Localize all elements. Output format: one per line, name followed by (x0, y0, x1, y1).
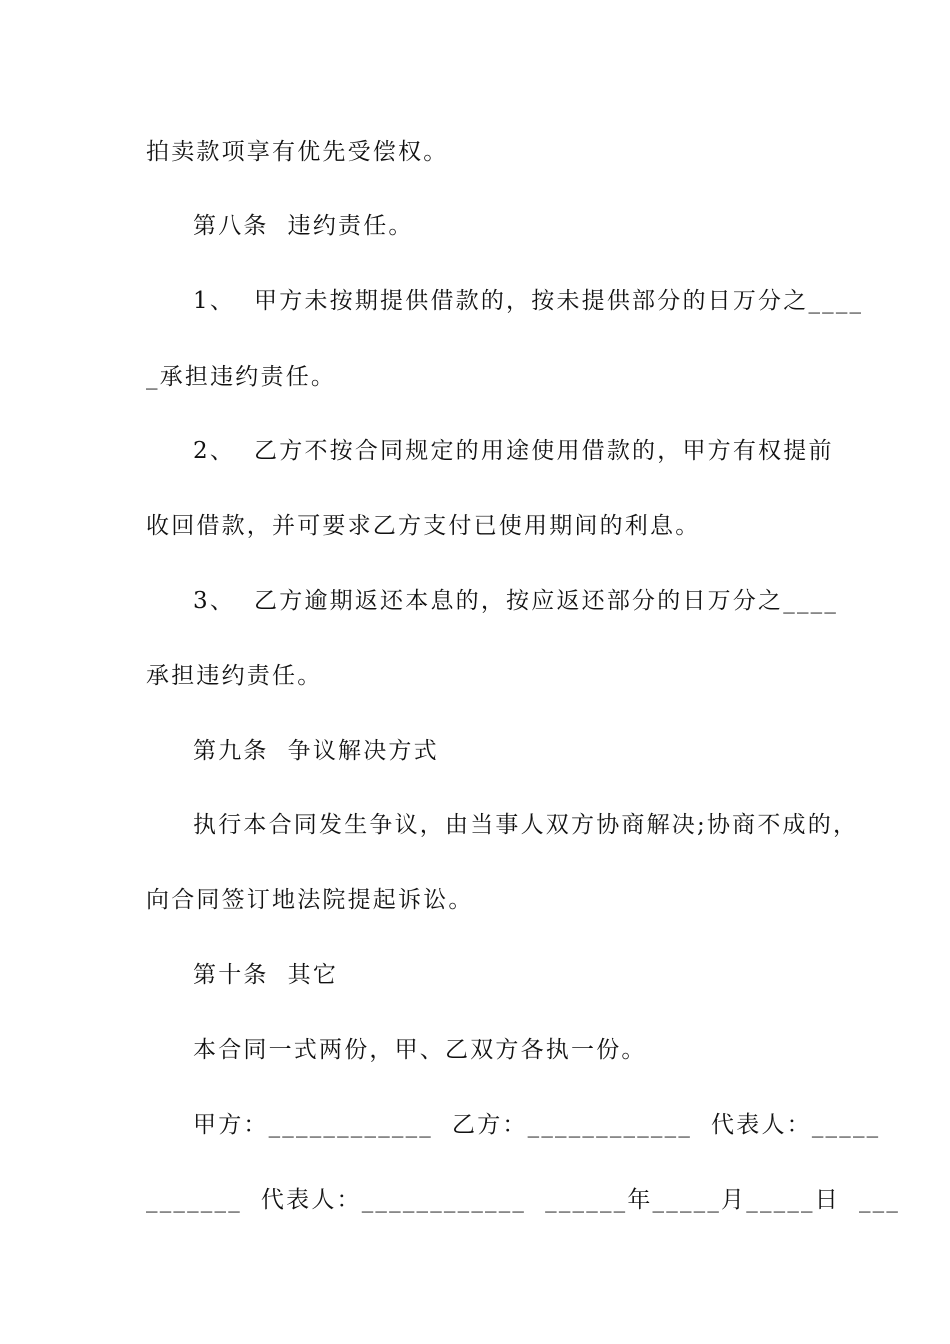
article-9-body-continued: 向合同签订地法院提起诉讼。 (146, 887, 474, 913)
article-9-heading: 第九条 争议解决方式 (193, 738, 439, 764)
clause-8-1-continued: _承担违约责任。 (146, 364, 337, 390)
clause-8-3-continued: 承担违约责任。 (146, 663, 323, 689)
clause-8-2: 2、 乙方不按合同规定的用途使用借款的，甲方有权提前 (193, 438, 834, 464)
article-10-body: 本合同一式两份，甲、乙双方各执一份。 (193, 1037, 647, 1063)
clause-8-2-continued: 收回借款，并可要求乙方支付已使用期间的利息。 (146, 513, 701, 539)
signature-line-parties: 甲方：____________ 乙方：____________ 代表人：_____ (193, 1112, 881, 1138)
article-8-heading: 第八条 违约责任。 (193, 213, 414, 239)
signature-line-date: _______ 代表人：____________ ______年_____月_____日 ___ (146, 1187, 901, 1213)
clause-8-1: 1、 甲方未按期提供借款的，按未提供部分的日万分之____ (193, 288, 864, 314)
clause-8-3: 3、 乙方逾期返还本息的，按应返还部分的日万分之____ (193, 588, 839, 614)
article-9-body: 执行本合同发生争议，由当事人双方协商解决;协商不成的， (193, 812, 859, 838)
text-line-priority-right: 拍卖款项享有优先受偿权。 (146, 139, 449, 165)
article-10-heading: 第十条 其它 (193, 962, 339, 988)
